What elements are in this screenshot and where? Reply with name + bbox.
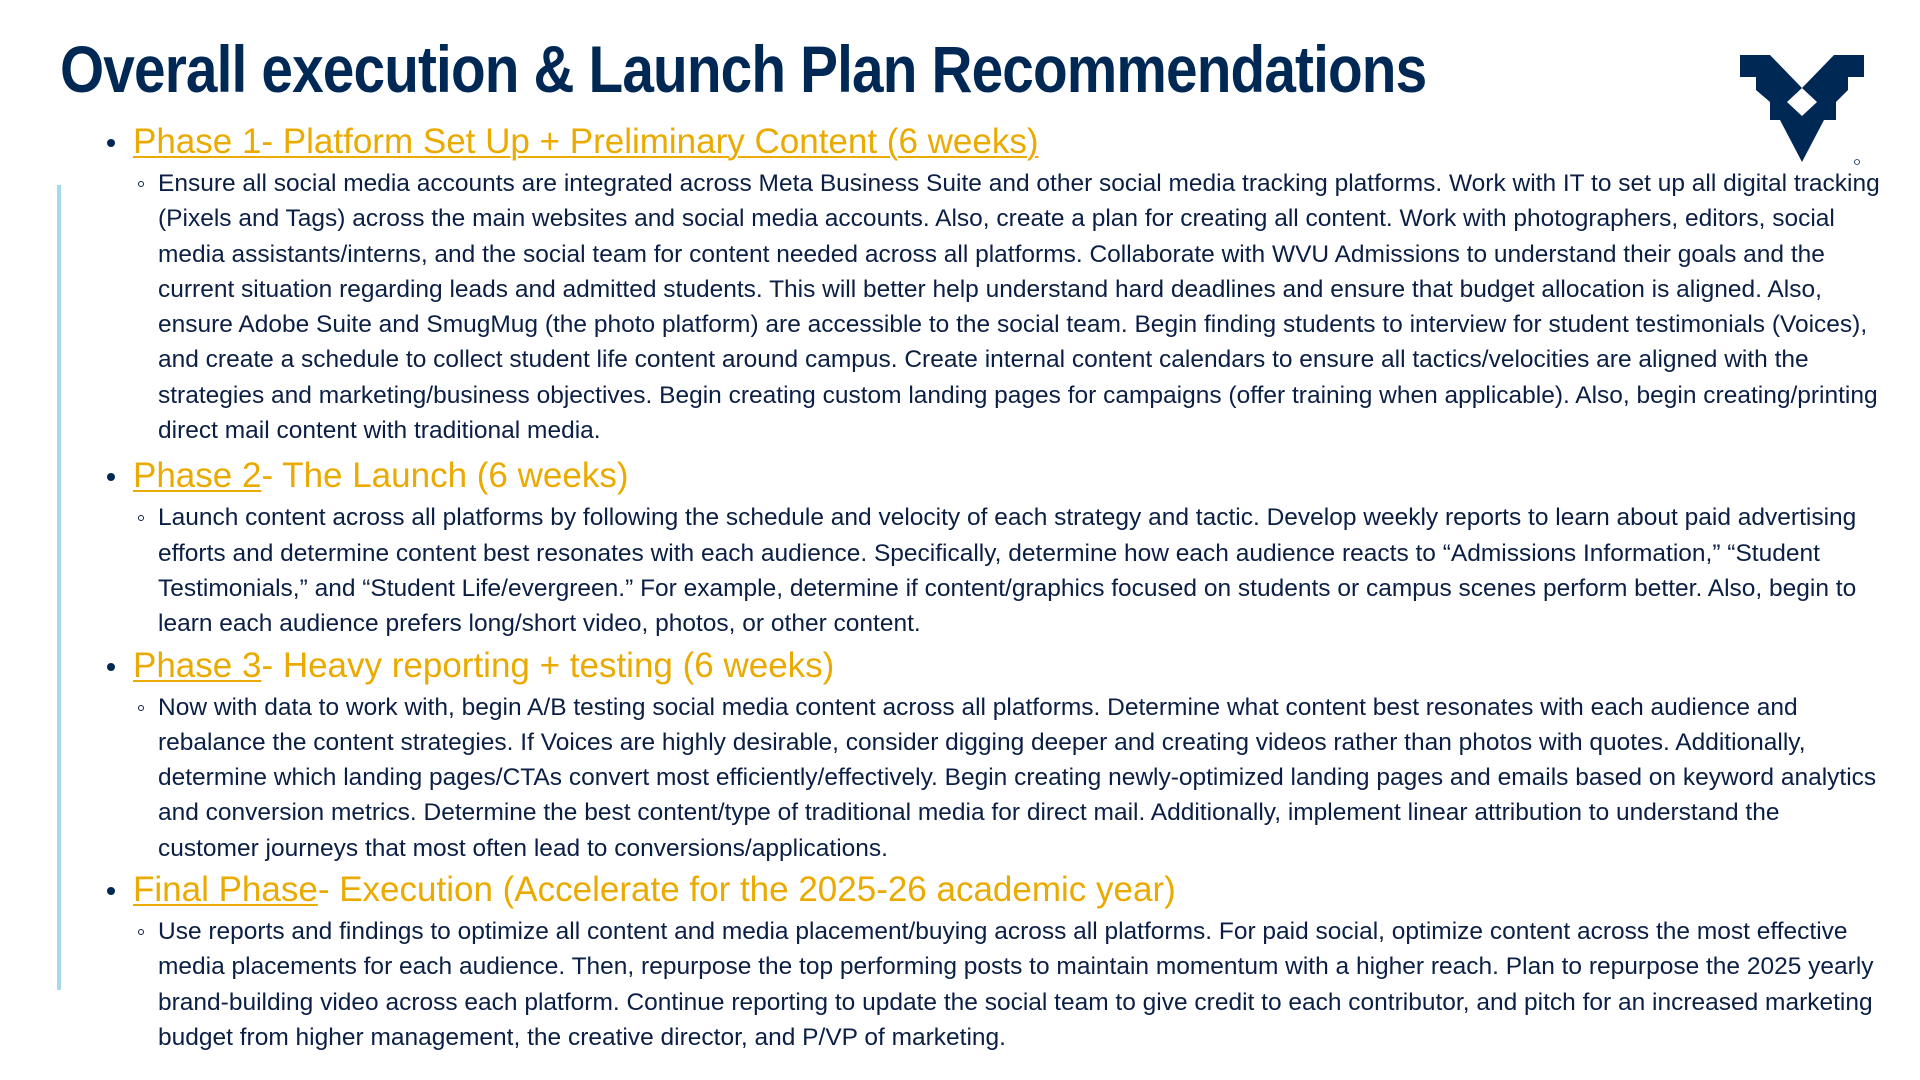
phase-description-text: Now with data to work with, begin A/B testing social media content across all platforms. Determine what content best resonates with each audience and rebalance the content strategies. If Voices are highly desirable, consider digging deeper and creating videos rather than photos with quotes. Additionally, determine which landing pages/CTAs convert most efficiently/effectively. Begin creating newly-optimized landing pages and emails based on keyword analytics and conversion metrics. Determine the best content/type of traditional media for direct mail. Additionally, implement linear attribution to understand the customer journeys that most often lead to conversions/applications. [158, 693, 1877, 862]
phase-heading [105, 866, 1885, 914]
phase-description-text: Ensure all social media accounts are integrated across Meta Business Suite and other social media tracking platforms. Work with IT to set up all digital tracking (Pixels and Tags) across the main websites and social media accounts. Also, create a plan for creating all content. Work with photographers, editors, social media assistants/interns, and the social team for content needed across all platforms. Collaborate with WVU Admissions to understand their goals and the current situation regarding leads and admitted students. This will better help understand hard deadlines and ensure that budget allocation is aligned. Also, ensure Adobe Suite and SmugMug (the photo platform) are accessible to the social team. Begin finding students to interview for student testimonials (Voices), and create a schedule to collect student life content around campus. Create internal content calendars to ensure all tactics/velocities are aligned with the strategies and marketing/business objectives. Begin creating custom landing pages for campaigns (offer training when applicable). Also, begin creating/printing direct mail content with traditional media. [158, 170, 1880, 445]
final-phase-link[interactable]: Final Phase [133, 870, 318, 910]
phase-description-text: Use reports and findings to optimize all content and media placement/buying across all platforms. For paid social, optimize content across the most effective media placements for each audience. Then, repurpose the top performing posts to maintain momentum with a higher reach. Plan to repurpose the 2025 yearly brand-building video across each platform. Continue reporting to update the social team to give credit to each contributor, and pitch for an increased marketing budget from higher management, the creative director, and P/VP of marketing. [158, 918, 1874, 1051]
phase-description [158, 690, 1885, 866]
sub-bullet-icon [138, 515, 144, 521]
phase-heading [105, 118, 1885, 166]
phase-item [105, 118, 1885, 448]
phase-heading-rest: - The Launch (6 weeks) [261, 456, 629, 496]
phase-heading [105, 452, 1885, 500]
phase-heading-rest: - Execution (Accelerate for the 2025-26 academic year) [317, 870, 1176, 910]
phase-item [105, 866, 1885, 1055]
phase-item [105, 642, 1885, 866]
slide-title: Overall execution & Launch Plan Recommendations [60, 32, 1427, 106]
phase-item [105, 452, 1885, 641]
sub-bullet-icon [138, 929, 144, 935]
phase-description [158, 500, 1885, 641]
phase-description-text: Launch content across all platforms by following the schedule and velocity of each strategy and tactic. Develop weekly reports to learn about paid advertising efforts and determine content best resonates with each audience. Specifically, determine how each audience reacts to “Admissions Information,” “Student Testimonials,” and “Student Life/evergreen.” For example, determine if content/graphics focused on students or campus scenes perform better. Also, begin to learn each audience prefers long/short video, photos, or other content. [158, 504, 1857, 638]
phase-3-link[interactable]: Phase 3 [133, 645, 262, 685]
sub-bullet-icon [138, 181, 144, 187]
phase-description [158, 914, 1885, 1055]
phase-description [158, 166, 1885, 448]
phase-list [105, 118, 1885, 1055]
phase-heading [105, 642, 1885, 690]
phase-1-link[interactable]: Phase 1- Platform Set Up + Preliminary Content (6 weeks) [133, 122, 1039, 161]
phase-heading-rest: - Heavy reporting + testing (6 weeks) [261, 645, 835, 685]
phase-2-link[interactable]: Phase 2 [133, 456, 262, 496]
sub-bullet-icon [138, 705, 144, 711]
accent-divider-line [57, 185, 61, 990]
